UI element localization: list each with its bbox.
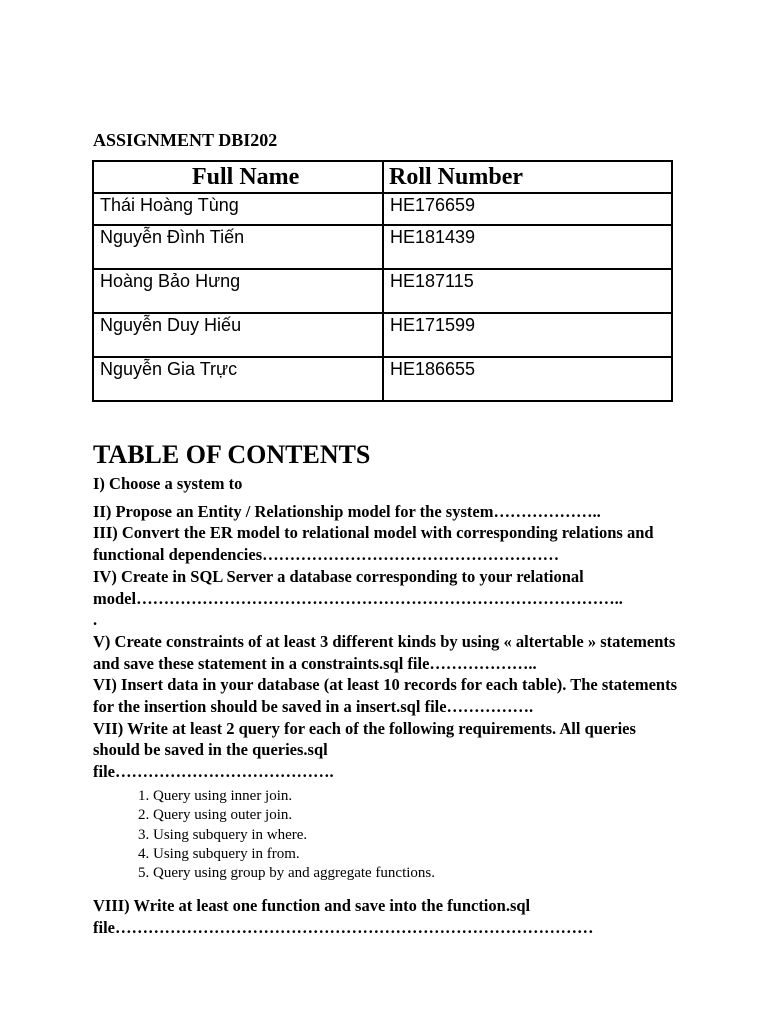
member-name: Nguyễn Gia Trực — [93, 357, 383, 401]
toc-item: I) Choose a system to — [93, 474, 243, 493]
member-roll: HE176659 — [383, 193, 672, 225]
member-name: Nguyễn Đình Tiến — [93, 225, 383, 269]
toc-item: III) Convert the ER model to relational model with corresponding relations and functional dependencies……………………………………………… — [93, 523, 654, 565]
toc-item: IV) Create in SQL Server a database corresponding to your relational model…………………………………………………………………………….. . — [93, 566, 623, 630]
member-roll: HE171599 — [383, 313, 672, 357]
header-full-name: Full Name — [93, 161, 383, 193]
toc-item: II) Propose an Entity / Relationship model for the system……………….. — [93, 501, 601, 521]
list-item: 4. Using subquery in from. — [138, 845, 300, 862]
header-roll-number: Roll Number — [383, 161, 672, 193]
member-name: Thái Hoàng Tùng — [93, 193, 383, 225]
team-members-table — [92, 160, 673, 402]
toc-heading: TABLE OF CONTENTS — [93, 440, 371, 469]
member-roll: HE181439 — [383, 225, 672, 269]
member-name: Hoàng Bảo Hưng — [93, 269, 383, 313]
document-title: ASSIGNMENT DBI202 — [93, 130, 278, 150]
query-requirements-list — [138, 787, 435, 883]
table-row — [93, 313, 672, 357]
toc-item: VII) Write at least 2 query for each of the following requirements. All queries should be saved in the queries.sql file…………………………………. — [93, 718, 636, 782]
toc-item: VIII) Write at least one function and save into the function.sql file…………………………………………………………………………… — [93, 896, 594, 937]
table-header-row — [93, 161, 672, 193]
list-item: 3. Using subquery in where. — [138, 826, 308, 843]
list-item: 1. Query using inner join. — [138, 788, 293, 804]
table-row — [93, 357, 672, 401]
toc-item: V) Create constraints of at least 3 different kinds by using « altertable » statements and save these statement in a constraints.sql file……………….. — [93, 631, 676, 673]
toc-list-continued — [93, 895, 683, 938]
member-name: Nguyễn Duy Hiếu — [93, 313, 383, 357]
list-item: 5. Query using group by and aggregate functions. — [138, 865, 436, 882]
member-roll: HE186655 — [383, 357, 672, 401]
table-row — [93, 269, 672, 313]
list-item: 2. Query using outer join. — [138, 807, 293, 824]
toc-item: VI) Insert data in your database (at least 10 records for each table). The statements for the insertion should be saved in a insert.sql file……………. — [93, 675, 678, 717]
member-roll: HE187115 — [383, 269, 672, 313]
table-row — [93, 193, 672, 225]
toc-list — [93, 473, 683, 783]
table-row — [93, 225, 672, 269]
